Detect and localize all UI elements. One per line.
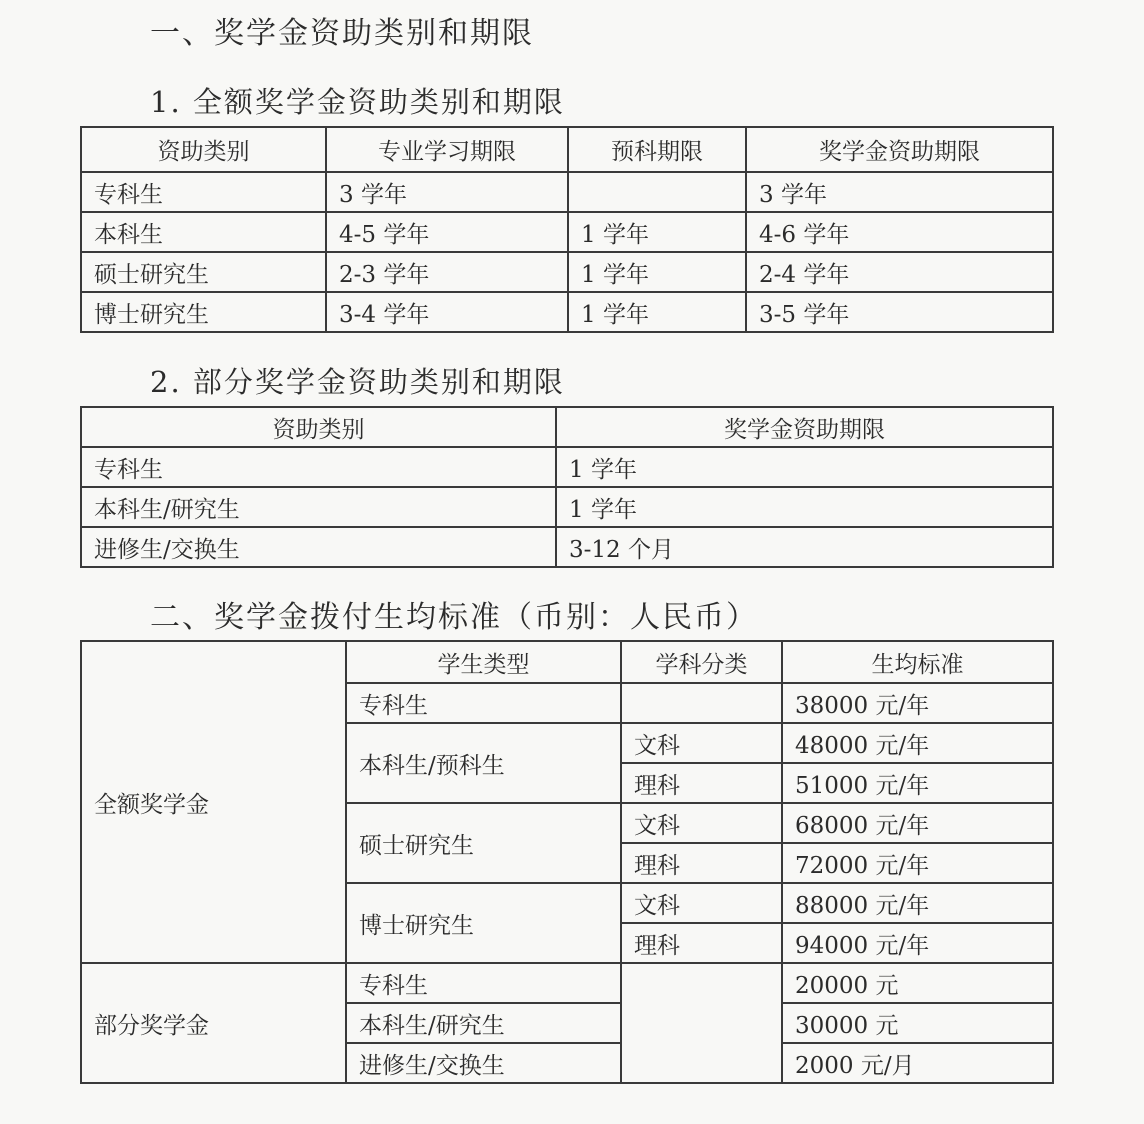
group-cell: 全额奖学金 [81, 641, 346, 963]
cell: 3 学年 [326, 172, 568, 212]
cell: 1 学年 [568, 252, 746, 292]
subject-cell [621, 963, 782, 1083]
table-header-row [81, 407, 1053, 447]
table-row [81, 252, 1053, 292]
cell: 本科生/研究生 [81, 487, 556, 527]
value-cell: 2000 元/月 [782, 1043, 1053, 1083]
cell: 1 学年 [556, 447, 1053, 487]
student-type-cell: 专科生 [346, 683, 621, 723]
full-scholarship-title: 1. 全额奖学金资助类别和期限 [150, 85, 565, 119]
cell: 1 学年 [568, 212, 746, 252]
value-cell: 30000 元 [782, 1003, 1053, 1043]
header-cell: 专业学习期限 [326, 127, 568, 172]
subject-cell: 文科 [621, 883, 782, 923]
cell: 本科生 [81, 212, 326, 252]
table-row [81, 172, 1053, 212]
section2-title: 二、奖学金拨付生均标准（币别：人民币） [150, 600, 758, 635]
cell: 专科生 [81, 172, 326, 212]
cell: 1 学年 [568, 292, 746, 332]
header-cell: 生均标准 [782, 641, 1053, 683]
cell: 4-6 学年 [746, 212, 1053, 252]
header-cell: 奖学金资助期限 [556, 407, 1053, 447]
table-row [81, 292, 1053, 332]
subject-cell: 文科 [621, 723, 782, 763]
header-cell: 资助类别 [81, 407, 556, 447]
value-cell: 72000 元/年 [782, 843, 1053, 883]
student-type-cell: 硕士研究生 [346, 803, 621, 883]
table-header-row [81, 641, 1053, 683]
value-cell: 94000 元/年 [782, 923, 1053, 963]
table-header-row [81, 127, 1053, 172]
group-cell: 部分奖学金 [81, 963, 346, 1083]
cell: 进修生/交换生 [81, 527, 556, 567]
value-cell: 38000 元/年 [782, 683, 1053, 723]
cell: 3-5 学年 [746, 292, 1053, 332]
header-cell: 学生类型 [346, 641, 621, 683]
student-type-cell: 进修生/交换生 [346, 1043, 621, 1083]
subject-cell: 理科 [621, 763, 782, 803]
value-cell: 48000 元/年 [782, 723, 1053, 763]
cell: 2-3 学年 [326, 252, 568, 292]
subject-cell [621, 683, 782, 723]
value-cell: 51000 元/年 [782, 763, 1053, 803]
table-row [81, 527, 1053, 567]
student-type-cell: 本科生/研究生 [346, 1003, 621, 1043]
student-type-cell: 专科生 [346, 963, 621, 1003]
cell: 1 学年 [556, 487, 1053, 527]
cell: 3-4 学年 [326, 292, 568, 332]
partial-scholarship-title: 2. 部分奖学金资助类别和期限 [150, 365, 565, 399]
subject-cell: 理科 [621, 843, 782, 883]
cell: 2-4 学年 [746, 252, 1053, 292]
table-row [81, 212, 1053, 252]
header-cell: 预科期限 [568, 127, 746, 172]
cell: 专科生 [81, 447, 556, 487]
student-type-cell: 博士研究生 [346, 883, 621, 963]
section1-title: 一、奖学金资助类别和期限 [150, 16, 534, 51]
funding-standard-table [80, 640, 1054, 1084]
header-cell: 资助类别 [81, 127, 326, 172]
student-type-cell: 本科生/预科生 [346, 723, 621, 803]
header-cell: 学科分类 [621, 641, 782, 683]
cell: 硕士研究生 [81, 252, 326, 292]
cell: 4-5 学年 [326, 212, 568, 252]
full-scholarship-table [80, 126, 1054, 333]
partial-scholarship-table [80, 406, 1054, 568]
table-row [81, 487, 1053, 527]
table-row [81, 963, 1053, 1003]
cell [568, 172, 746, 212]
table-row [81, 447, 1053, 487]
subject-cell: 文科 [621, 803, 782, 843]
value-cell: 88000 元/年 [782, 883, 1053, 923]
cell: 3 学年 [746, 172, 1053, 212]
subject-cell: 理科 [621, 923, 782, 963]
cell: 3-12 个月 [556, 527, 1053, 567]
cell: 博士研究生 [81, 292, 326, 332]
header-cell: 奖学金资助期限 [746, 127, 1053, 172]
value-cell: 68000 元/年 [782, 803, 1053, 843]
value-cell: 20000 元 [782, 963, 1053, 1003]
